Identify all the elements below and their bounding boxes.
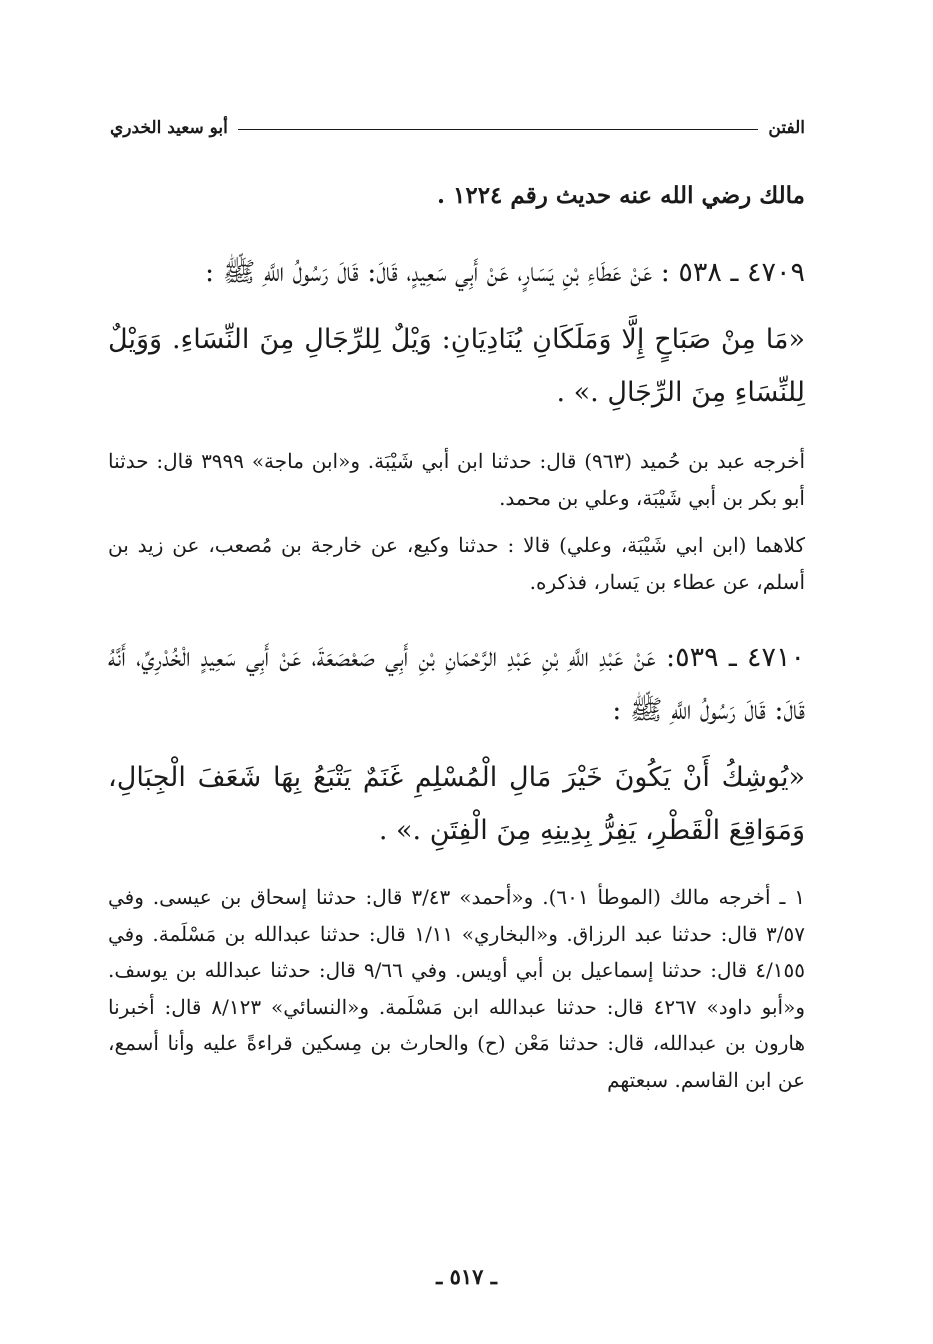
hadith-4709-takhrij-2: كلاهما (ابن ابي شَيْبَة، وعلي) قالا : حدثنا وكيع، عن خارجة بن مُصعب، عن زيد بن أسلم، عن عطاء بن يَسار، فذكره. [108, 533, 805, 594]
lead-line: مالك رضي الله عنه حديث رقم ١٢٢٤ . [436, 182, 805, 209]
running-header [110, 104, 805, 138]
footnote: ١ ـ أخرجه مالك (الموطأ ٦٠١). و«أحمد» ٣/٤٣ قال: حدثنا إسحاق بن عيسى. وفي ٣/٥٧ قال: حدثنا عبد الرزاق. و«البخاري» ١/١١ قال: حدثنا عبدالله بن مَسْلَمة. وفي ٤/١٥٥ قال: حدثنا إسماعيل بن أبي أويس. وفي ٩/٦٦ قال: حدثنا عبدالله بن يوسف. و«أبو داود» ٤٢٦٧ قال: حدثنا عبدالله ابن مَسْلَمة. و«النسائي» ٨/١٢٣ قال: أخبرنا هارون بن عبدالله، قال: حدثنا مَعْن (ح) والحارث بن مِسكين قراءةً عليه وأنا أسمع، عن ابن القاسم. سبعتهم [108, 885, 805, 1092]
page-number: ـ ٥١٧ ـ [436, 1264, 497, 1289]
header-chapter: الفتن [768, 118, 805, 138]
page-body [108, 168, 805, 1098]
header-rule [238, 129, 759, 130]
hadith-4709-matn: «مَا مِنْ صَبَاحٍ إِلَّا وَمَلَكَانِ يُنَادِيَانِ: وَيْلٌ لِلرِّجَالِ مِنَ النِّسَاءِ. وَوَيْلٌ لِلنِّسَاءِ مِنَ الرِّجَالِ .» . [108, 324, 805, 408]
hadith-4709-isnad: ٤٧٠٩ ـ ٥٣٨ : عَنْ عَطَاءِ بْنِ يَسَارٍ، عَنْ أَبِي سَعِيدٍ، قَالَ: قَالَ رَسُولُ اللَّهِ ﷺ : [205, 257, 805, 288]
hadith-4710-isnad: ٤٧١٠ ـ ٥٣٩: عَنْ عَبْدِ اللَّهِ بْنِ عَبْدِ الرَّحْمَانِ بْنِ أَبِي صَعْصَعَةَ، عَنْ أَبِي سَعِيدٍ الْخُدْرِيِّ، أَنَّهُ قَالَ: قَالَ رَسُولُ اللَّهِ ﷺ : [108, 642, 805, 726]
header-narrator: أبو سعيد الخدري [110, 118, 228, 138]
hadith-4709-takhrij-1: أخرجه عبد بن حُميد (٩٦٣) قال: حدثنا ابن أبي شَيْبَة. و«ابن ماجة» ٣٩٩٩ قال: حدثنا أبو بكر بن أبي شَيْبَة، وعلي بن محمد. [108, 449, 805, 510]
spacer [108, 601, 805, 631]
hadith-4710-matn: «يُوشِكُ أَنْ يَكُونَ خَيْرَ مَالِ الْمُسْلِمِ غَنَمٌ يَتْبَعُ بِهَا شَعَفَ الْجِبَالِ، وَمَوَاقِعَ الْقَطْرِ، يَفِرُّ بِدِينِهِ مِنَ الْفِتَنِ .» . [108, 762, 805, 846]
